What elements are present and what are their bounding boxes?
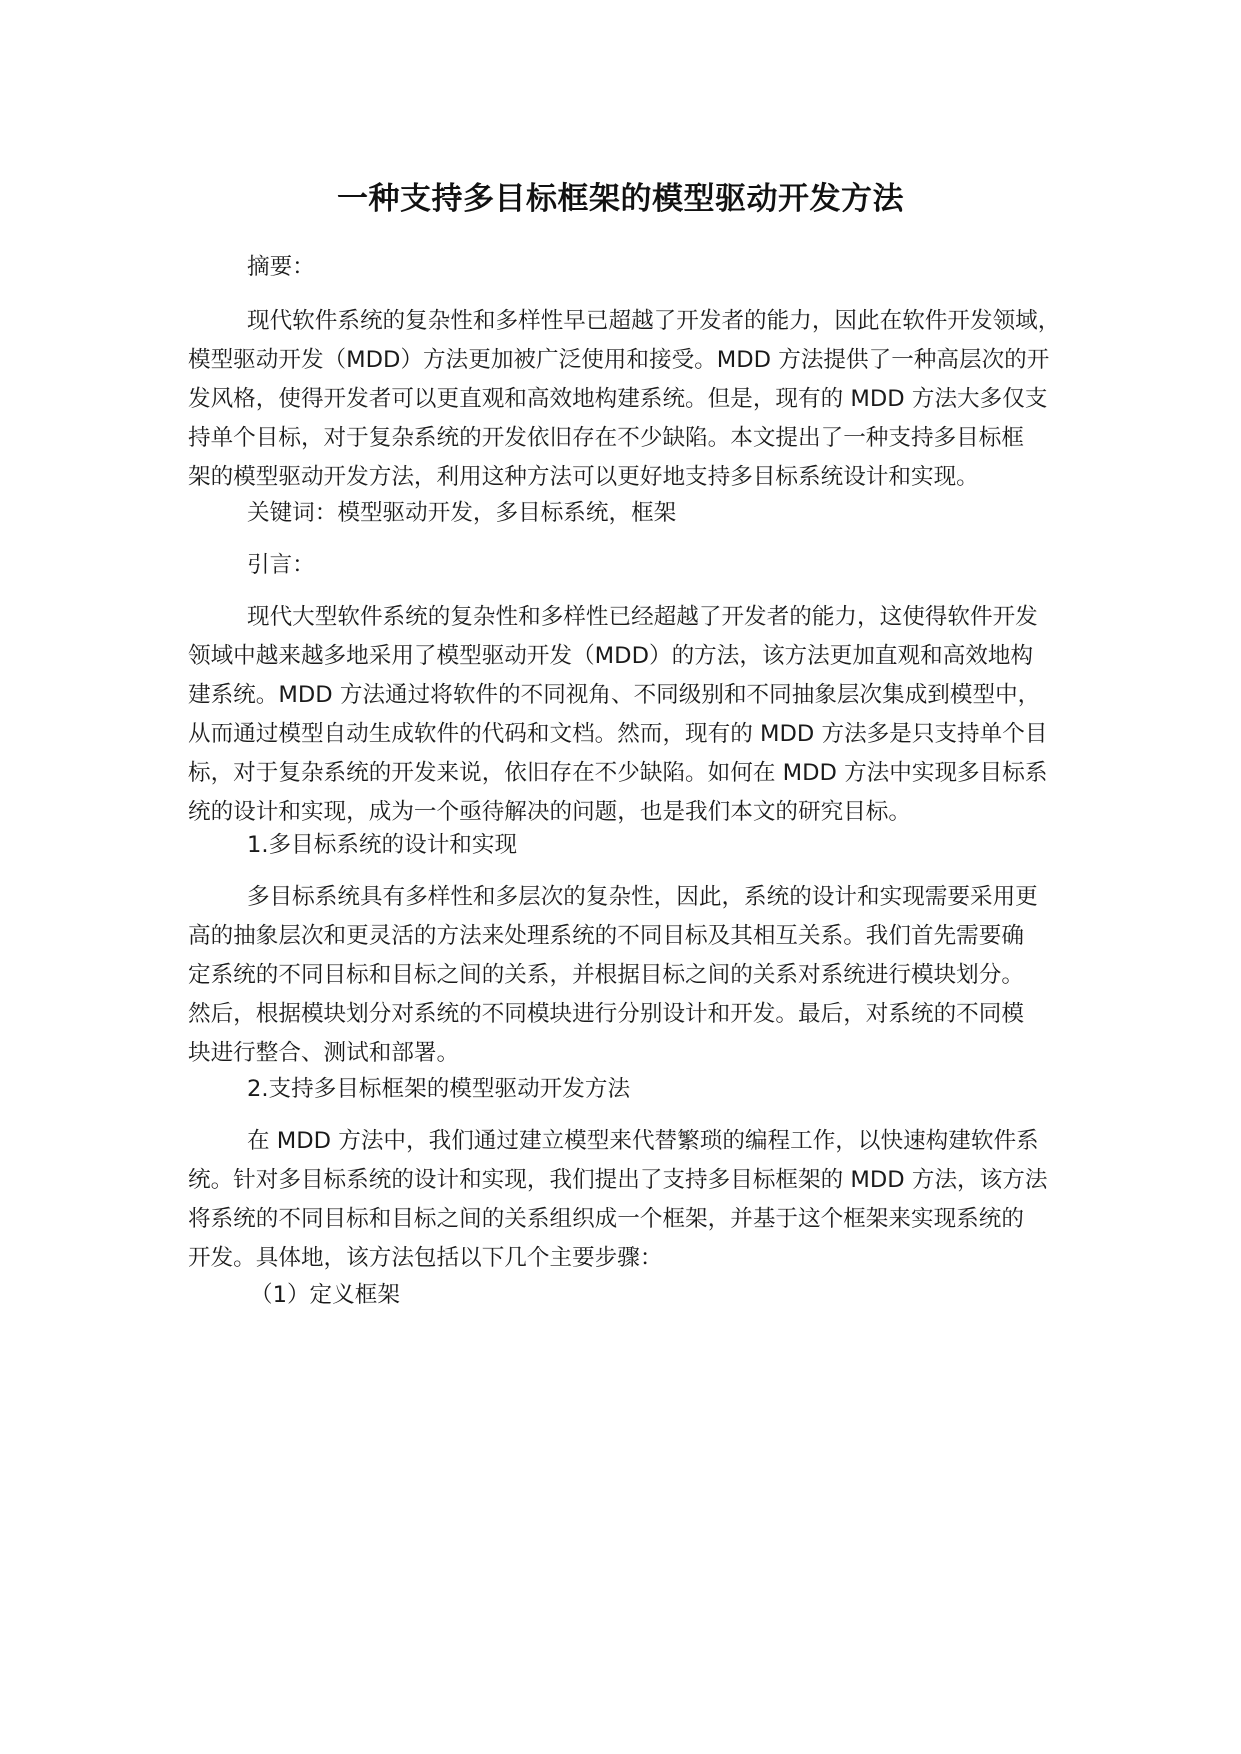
section2-line: 开发。具体地，该方法包括以下几个主要步骤： [188,1245,663,1271]
section1-line: 多目标系统具有多样性和多层次的复杂性，因此，系统的设计和实现需要采用更 [247,884,1038,910]
abstract-paragraph [188,302,1088,497]
intro-line: 领域中越来越多地采用了模型驱动开发（MDD）的方法，该方法更加直观和高效地构 [188,643,1034,669]
section1-line: 高的抽象层次和更灵活的方法来处理系统的不同目标及其相互关系。我们首先需要确 [188,923,1024,949]
document-title: 一种支持多目标框架的模型驱动开发方法 [337,181,904,217]
section2-line: 统。针对多目标系统的设计和实现，我们提出了支持多目标框架的 MDD 方法，该方法 [188,1167,1048,1193]
section2-paragraph [188,1122,1088,1278]
intro-line: 标，对于复杂系统的开发来说，依旧存在不少缺陷。如何在 MDD 方法中实现多目标系 [188,760,1048,786]
section2-heading: 2.支持多目标框架的模型驱动开发方法 [247,1076,631,1102]
abstract-line: 模型驱动开发（MDD）方法更加被广泛使用和接受。MDD 方法提供了一种高层次的开 [188,347,1050,373]
abstract-line: 发风格，使得开发者可以更直观和高效地构建系统。但是，现有的 MDD 方法大多仅支 [188,386,1048,412]
intro-line: 现代大型软件系统的复杂性和多样性已经超越了开发者的能力，这使得软件开发 [247,604,1038,630]
section1-line: 然后，根据模块划分对系统的不同模块进行分别设计和开发。最后，对系统的不同模 [188,1001,1024,1027]
section1-line: 块进行整合、测试和部署。 [188,1040,460,1066]
step1-section [188,1276,1088,1315]
abstract-section [188,248,1088,287]
intro-section [188,546,1088,585]
step1-heading: （1）定义框架 [250,1282,400,1308]
section1-heading: 1.多目标系统的设计和实现 [247,832,518,858]
section2 [188,1070,1088,1109]
section1 [188,826,1088,865]
intro-line: 统的设计和实现，成为一个亟待解决的问题，也是我们本文的研究目标。 [188,799,911,825]
keywords-section [188,494,1088,533]
intro-line: 建系统。MDD 方法通过将软件的不同视角、不同级别和不同抽象层次集成到模型中， [188,682,1041,708]
section1-line: 定系统的不同目标和目标之间的关系，并根据目标之间的关系对系统进行模块划分。 [188,962,1024,988]
abstract-label: 摘要： [247,254,315,280]
abstract-line: 现代软件系统的复杂性和多样性早已超越了开发者的能力，因此在软件开发领域， [247,308,1061,334]
keywords-line: 关键词：模型驱动开发，多目标系统，框架 [247,500,677,526]
intro-label: 引言： [247,552,315,578]
intro-line: 从而通过模型自动生成软件的代码和文档。然而，现有的 MDD 方法多是只支持单个目 [188,721,1048,747]
section2-line: 将系统的不同目标和目标之间的关系组织成一个框架，并基于这个框架来实现系统的 [188,1206,1024,1232]
abstract-line: 架的模型驱动开发方法，利用这种方法可以更好地支持多目标系统设计和实现。 [188,464,979,490]
intro-paragraph [188,598,1088,832]
section1-paragraph [188,878,1088,1073]
abstract-line: 持单个目标，对于复杂系统的开发依旧存在不少缺陷。本文提出了一种支持多目标框 [188,425,1024,451]
section2-line: 在 MDD 方法中，我们通过建立模型来代替繁琐的编程工作，以快速构建软件系 [247,1128,1039,1154]
